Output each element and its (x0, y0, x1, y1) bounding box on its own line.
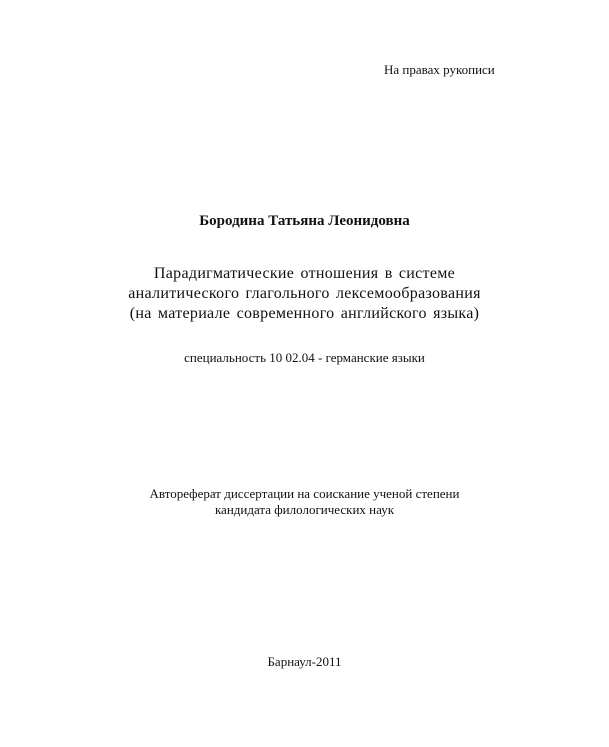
abstract-line-1: Автореферат диссертации на соискание ученой степени (149, 486, 460, 501)
title-line-1: Парадигматические отношения в системе (153, 265, 456, 282)
rights-notice: На правах рукописи (384, 62, 495, 77)
place-year: Барнаул-2011 (267, 654, 342, 669)
author-name: Бородина Татьяна Леонидовна (199, 213, 410, 229)
title-line-3: (на материале современного английского языка) (129, 305, 480, 322)
title-line-2: аналитического глагольного лексемообразования (128, 285, 481, 302)
abstract-line-2: кандидата филологических наук (214, 502, 395, 517)
specialty: специальность 10 02.04 - германские языки (184, 350, 425, 365)
